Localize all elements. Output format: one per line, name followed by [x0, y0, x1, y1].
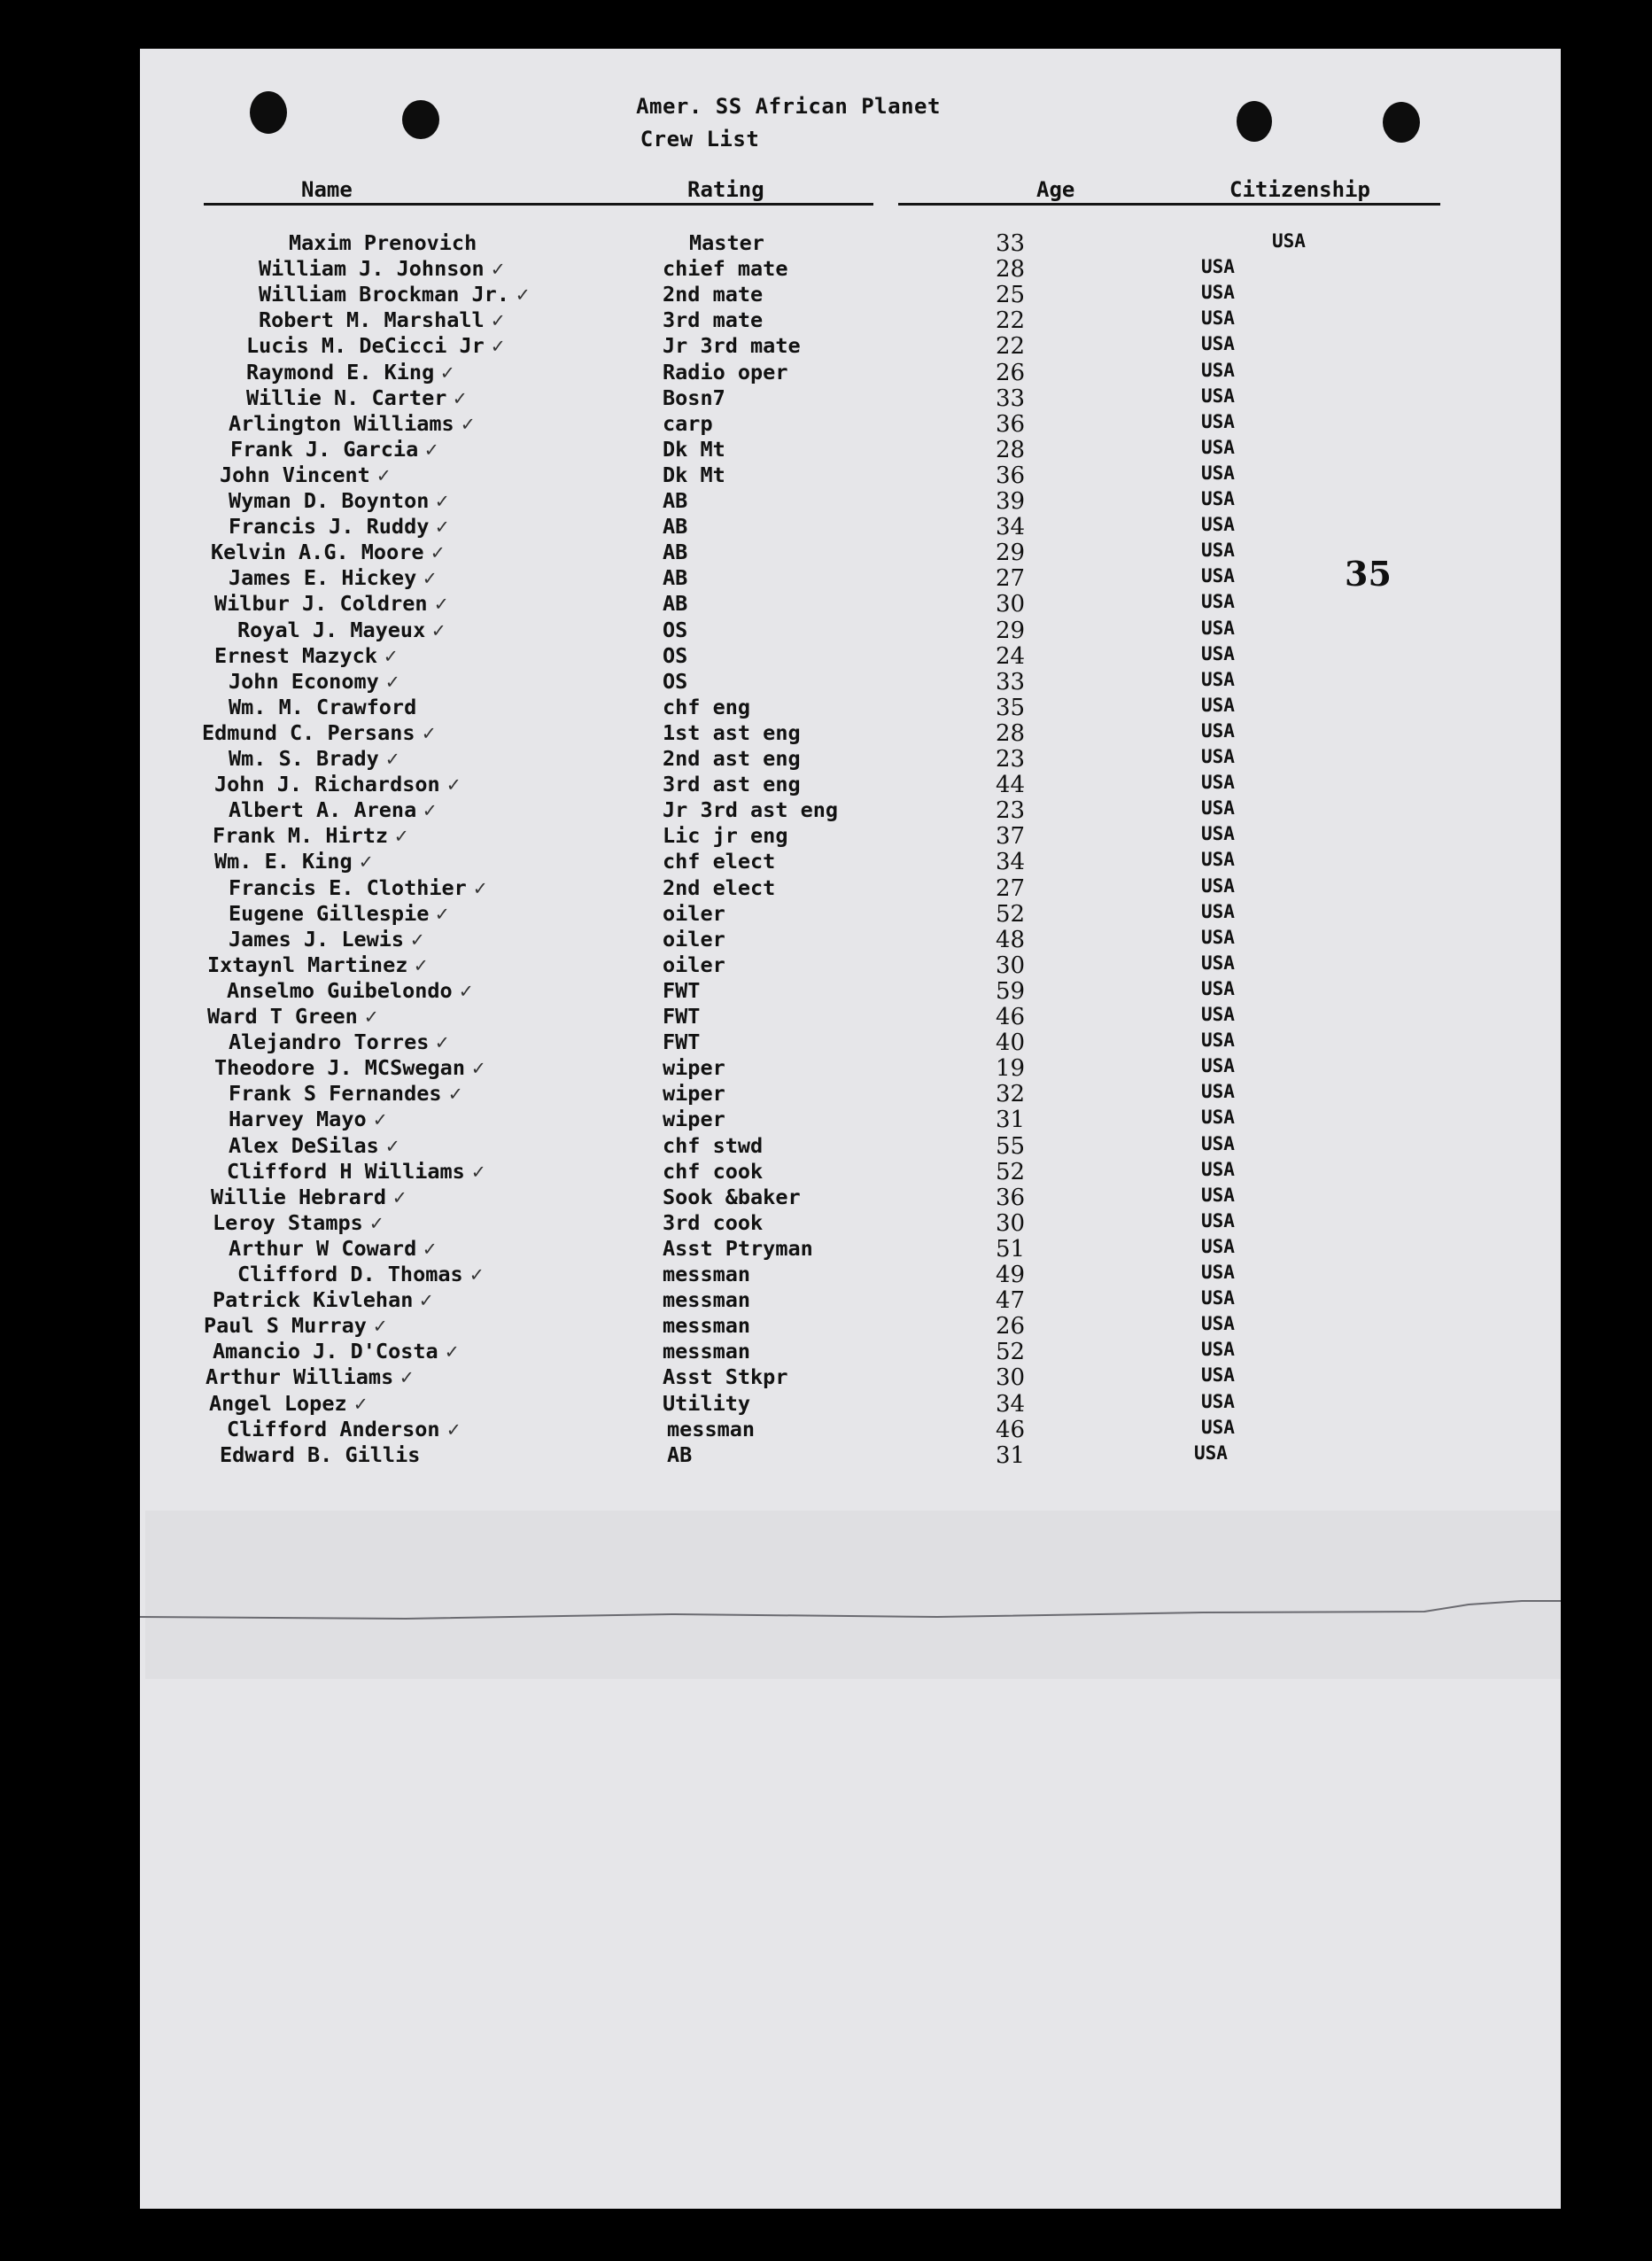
crew-citizenship: USA	[1201, 1055, 1235, 1077]
table-row	[140, 256, 1561, 282]
crew-rating: AB	[663, 565, 688, 591]
check-mark-icon: ✓	[395, 823, 408, 849]
table-row	[140, 643, 1561, 669]
crew-citizenship: USA	[1201, 1107, 1235, 1129]
crew-age: 26	[996, 359, 1026, 386]
crew-rating: 3rd cook	[663, 1209, 764, 1235]
crew-rating: Utility	[663, 1390, 751, 1416]
crew-name: Willie Hebrard	[211, 1184, 387, 1209]
crew-rating: 3rd mate	[663, 307, 764, 333]
crew-citizenship: USA	[1201, 514, 1235, 536]
table-row	[140, 411, 1561, 437]
crew-rating: 2nd mate	[663, 282, 764, 307]
crew-age: 36	[996, 462, 1026, 489]
table-row	[140, 695, 1561, 720]
crew-age: 31	[996, 1441, 1026, 1469]
check-mark-icon: ✓	[393, 1184, 407, 1209]
check-mark-icon: ✓	[447, 1416, 461, 1441]
crew-age: 49	[996, 1262, 1026, 1288]
crew-rating: Sook &baker	[663, 1184, 801, 1209]
crew-rating: OS	[663, 668, 688, 694]
crew-citizenship: USA	[1201, 1081, 1235, 1103]
crew-name: Clifford H Williams	[227, 1158, 465, 1184]
crew-age: 22	[996, 307, 1026, 335]
crew-age: 37	[996, 823, 1026, 851]
check-mark-icon: ✓	[425, 436, 438, 462]
check-mark-icon: ✓	[411, 926, 424, 952]
check-mark-icon: ✓	[516, 282, 530, 307]
crew-name: James J. Lewis	[229, 926, 405, 952]
table-row	[140, 307, 1561, 333]
table-row	[140, 1004, 1561, 1029]
document-title: Amer. SS African Planet	[636, 94, 941, 119]
check-mark-icon: ✓	[446, 1339, 459, 1364]
crew-name: Wm. S. Brady	[229, 746, 379, 771]
crew-name: Ward T Green	[207, 1004, 358, 1029]
crew-name: Albert A. Arena	[229, 797, 417, 823]
crew-rating: oiler	[663, 952, 725, 977]
check-mark-icon: ✓	[460, 977, 473, 1003]
crew-age: 36	[996, 1184, 1026, 1211]
crew-name: Leroy Stamps	[213, 1209, 363, 1235]
crew-age: 30	[996, 591, 1026, 618]
crew-rating: Lic jr eng	[663, 823, 788, 849]
table-row	[140, 385, 1561, 411]
crew-name: Francis E. Clothier	[229, 874, 467, 900]
check-mark-icon: ✓	[423, 565, 437, 591]
table-row	[140, 1364, 1561, 1390]
crew-rating: 2nd elect	[663, 874, 776, 900]
crew-rating: messman	[663, 1313, 751, 1339]
table-row	[140, 1339, 1561, 1364]
crew-name: Francis J. Ruddy	[229, 514, 430, 540]
check-mark-icon: ✓	[360, 849, 373, 874]
table-row	[140, 1185, 1561, 1210]
crew-name: Eugene Gillespie	[229, 900, 430, 926]
header-rule-left	[204, 203, 873, 206]
crew-citizenship: USA	[1201, 359, 1235, 381]
table-row	[140, 875, 1561, 901]
check-mark-icon: ✓	[472, 1158, 485, 1184]
column-header-citizenship: Citizenship	[1229, 177, 1370, 202]
crew-name: Edward B. Gillis	[220, 1441, 421, 1467]
crew-age: 59	[996, 977, 1026, 1005]
crew-name: Willie N. Carter	[246, 385, 447, 410]
check-mark-icon: ✓	[423, 1235, 437, 1261]
crew-name: John Economy	[229, 668, 379, 694]
crew-citizenship: USA	[1201, 410, 1235, 432]
crew-name: Frank M. Hirtz	[213, 823, 389, 849]
check-mark-icon: ✓	[436, 488, 449, 513]
table-row	[140, 1055, 1561, 1081]
table-row	[140, 669, 1561, 695]
crew-citizenship: USA	[1201, 1029, 1235, 1052]
crew-age: 30	[996, 1364, 1026, 1392]
table-row	[140, 230, 1561, 256]
crew-rating: AB	[663, 514, 688, 540]
crew-age: 27	[996, 565, 1026, 593]
check-mark-icon: ✓	[423, 719, 436, 745]
check-mark-icon: ✓	[370, 1209, 384, 1235]
crew-age: 40	[996, 1029, 1026, 1057]
check-mark-icon: ✓	[492, 307, 505, 333]
crew-age: 24	[996, 642, 1026, 670]
check-mark-icon: ✓	[436, 1029, 449, 1055]
crew-rating: Master	[689, 230, 764, 255]
crew-age: 52	[996, 900, 1026, 928]
crew-rating: chf elect	[663, 849, 776, 874]
crew-age: 52	[996, 1158, 1026, 1185]
table-row	[140, 1391, 1561, 1417]
table-row	[140, 1287, 1561, 1313]
crew-age: 27	[996, 874, 1026, 902]
crew-citizenship: USA	[1201, 591, 1235, 613]
table-row	[140, 849, 1561, 874]
crew-citizenship: USA	[1201, 462, 1235, 484]
table-row	[140, 333, 1561, 359]
crew-name: Alex DeSilas	[229, 1132, 379, 1158]
crew-citizenship: USA	[1201, 1287, 1235, 1309]
check-mark-icon: ✓	[374, 1313, 387, 1339]
page-number: 35	[1345, 554, 1392, 594]
table-row	[140, 720, 1561, 746]
crew-age: 30	[996, 1209, 1026, 1237]
crew-citizenship: USA	[1201, 256, 1235, 278]
column-header-name: Name	[301, 177, 353, 202]
crew-name: John J. Richardson	[214, 772, 440, 797]
crew-age: 28	[996, 256, 1026, 284]
crew-age: 36	[996, 410, 1026, 438]
crew-rating: 2nd ast eng	[663, 746, 801, 771]
table-row	[140, 488, 1561, 514]
crew-name: Robert M. Marshall	[259, 307, 485, 333]
crew-rating: Jr 3rd mate	[663, 333, 801, 359]
check-mark-icon: ✓	[400, 1364, 414, 1390]
check-mark-icon: ✓	[420, 1287, 433, 1313]
crew-name: Arlington Williams	[229, 410, 454, 436]
crew-citizenship: USA	[1201, 1339, 1235, 1361]
crew-age: 23	[996, 797, 1026, 825]
crew-age: 46	[996, 1004, 1026, 1030]
table-row	[140, 437, 1561, 462]
crew-name: Maxim Prenovich	[289, 230, 477, 255]
check-mark-icon: ✓	[449, 1081, 462, 1107]
crew-rating: messman	[667, 1416, 756, 1441]
table-row	[140, 1236, 1561, 1262]
crew-citizenship: USA	[1201, 1184, 1235, 1206]
check-mark-icon: ✓	[472, 1055, 485, 1081]
crew-citizenship: USA	[1201, 617, 1235, 639]
crew-name: Theodore J. MCSwegan	[214, 1055, 465, 1081]
crew-name: Alejandro Torres	[229, 1029, 430, 1055]
crew-age: 29	[996, 617, 1026, 644]
crew-name: Frank S Fernandes	[229, 1081, 442, 1107]
crew-rating: oiler	[663, 926, 725, 952]
check-mark-icon: ✓	[365, 1004, 378, 1029]
crew-age: 19	[996, 1055, 1026, 1083]
crew-citizenship: USA	[1201, 540, 1235, 562]
crew-age: 31	[996, 1107, 1026, 1134]
crew-name: Lucis M. DeCicci Jr	[246, 333, 485, 359]
crew-citizenship: USA	[1201, 1313, 1235, 1335]
crew-name: Angel Lopez	[209, 1390, 347, 1416]
crew-rating: carp	[663, 410, 713, 436]
crew-name: Paul S Murray	[204, 1313, 367, 1339]
crew-rating: oiler	[663, 900, 725, 926]
crew-name: Arthur W Coward	[229, 1235, 417, 1261]
crew-citizenship: USA	[1201, 1390, 1235, 1412]
crew-rating: 3rd ast eng	[663, 772, 801, 797]
crew-citizenship: USA	[1201, 1235, 1235, 1257]
crew-citizenship: USA	[1201, 823, 1235, 845]
crew-age: 29	[996, 540, 1026, 567]
check-mark-icon: ✓	[492, 256, 505, 282]
crew-citizenship: USA	[1201, 849, 1235, 871]
crew-rating: messman	[663, 1339, 751, 1364]
table-row	[140, 1029, 1561, 1055]
table-row	[140, 282, 1561, 307]
crew-name: Wm. M. Crawford	[229, 694, 417, 719]
crew-name: Arthur Williams	[206, 1364, 394, 1390]
table-row	[140, 901, 1561, 927]
crew-age: 25	[996, 282, 1026, 309]
check-mark-icon: ✓	[461, 410, 475, 436]
check-mark-icon: ✓	[435, 591, 448, 617]
crew-age: 33	[996, 385, 1026, 412]
crew-age: 33	[996, 230, 1026, 257]
crew-name: Patrick Kivlehan	[213, 1287, 414, 1313]
check-mark-icon: ✓	[470, 1262, 484, 1286]
crew-age: 32	[996, 1081, 1026, 1108]
crew-name: Edmund C. Persans	[202, 719, 415, 745]
crew-citizenship: USA	[1201, 797, 1235, 820]
crew-citizenship: USA	[1201, 926, 1235, 948]
crew-age: 22	[996, 333, 1026, 361]
crew-age: 51	[996, 1235, 1026, 1263]
crew-rating: OS	[663, 642, 688, 668]
crew-name: Wm. E. King	[214, 849, 353, 874]
check-mark-icon: ✓	[354, 1390, 368, 1416]
crew-rating: chief mate	[663, 256, 788, 282]
table-row	[140, 462, 1561, 488]
crew-name: Amancio J. D'Costa	[213, 1339, 438, 1364]
crew-age: 34	[996, 514, 1026, 541]
crew-age: 28	[996, 436, 1026, 463]
crew-age: 23	[996, 746, 1026, 773]
table-row	[140, 1442, 1561, 1468]
crew-name: William J. Johnson	[259, 256, 485, 282]
crew-citizenship: USA	[1201, 694, 1235, 716]
crew-age: 55	[996, 1132, 1026, 1160]
crew-rating: AB	[663, 540, 688, 565]
check-mark-icon: ✓	[386, 746, 399, 771]
crew-citizenship: USA	[1201, 436, 1235, 458]
crew-rating: FWT	[663, 1004, 701, 1029]
crew-age: 35	[996, 694, 1026, 721]
crew-rating: AB	[663, 488, 688, 513]
check-mark-icon: ✓	[441, 359, 454, 385]
table-row	[140, 927, 1561, 952]
check-mark-icon: ✓	[436, 900, 449, 926]
crew-name: Wyman D. Boynton	[229, 488, 430, 513]
crew-rating: chf stwd	[663, 1132, 764, 1158]
crew-citizenship: USA	[1201, 385, 1235, 407]
crew-rating: Radio oper	[663, 359, 788, 385]
table-row	[140, 978, 1561, 1004]
crew-citizenship: USA	[1201, 952, 1235, 974]
crew-age: 46	[996, 1416, 1026, 1443]
crew-citizenship: USA	[1201, 719, 1235, 742]
crew-citizenship: USA	[1201, 333, 1235, 355]
column-header-rating: Rating	[687, 177, 764, 202]
crew-rating: AB	[667, 1441, 693, 1467]
crew-rating: wiper	[663, 1055, 725, 1081]
crew-name: Royal J. Mayeux	[237, 617, 426, 642]
crew-rating: Dk Mt	[663, 436, 725, 462]
crew-citizenship: USA	[1201, 565, 1235, 587]
crew-age: 33	[996, 668, 1026, 695]
check-mark-icon: ✓	[447, 772, 461, 797]
header-rule-right	[898, 203, 1440, 206]
crew-citizenship: USA	[1201, 1209, 1235, 1232]
crew-name: Clifford D. Thomas	[237, 1262, 463, 1286]
column-header-age: Age	[1036, 177, 1075, 202]
crew-citizenship: USA	[1201, 1004, 1235, 1025]
crew-citizenship: USA	[1201, 1262, 1235, 1283]
crew-citizenship: USA	[1201, 977, 1235, 999]
crew-age: 34	[996, 1390, 1026, 1418]
check-mark-icon: ✓	[374, 1107, 387, 1132]
crew-age: 52	[996, 1339, 1026, 1366]
crew-citizenship: USA	[1201, 746, 1235, 767]
crew-rating: messman	[663, 1262, 751, 1286]
crew-rating: Asst Stkpr	[663, 1364, 788, 1390]
crew-citizenship: USA	[1201, 772, 1235, 794]
check-mark-icon: ✓	[423, 797, 437, 823]
crew-rating: Jr 3rd ast eng	[663, 797, 839, 823]
table-row	[140, 1313, 1561, 1339]
crew-rating: wiper	[663, 1081, 725, 1107]
crew-name: Harvey Mayo	[229, 1107, 367, 1132]
crew-name: John Vincent	[220, 462, 370, 487]
crew-age: 47	[996, 1287, 1026, 1315]
crew-rating: 1st ast eng	[663, 719, 801, 745]
crew-rating: FWT	[663, 1029, 701, 1055]
crew-age: 44	[996, 772, 1026, 799]
check-mark-icon: ✓	[386, 1132, 399, 1158]
table-row	[140, 1417, 1561, 1442]
crew-age: 39	[996, 488, 1026, 515]
crew-name: Anselmo Guibelondo	[227, 977, 453, 1003]
crew-rating: messman	[663, 1287, 751, 1313]
crew-rating: wiper	[663, 1107, 725, 1132]
crew-citizenship: USA	[1201, 1416, 1235, 1438]
crew-citizenship: USA	[1194, 1441, 1228, 1464]
crew-rating: FWT	[663, 977, 701, 1003]
table-row	[140, 772, 1561, 797]
check-mark-icon: ✓	[377, 462, 391, 487]
table-row	[140, 952, 1561, 978]
crew-citizenship: USA	[1201, 1364, 1235, 1387]
check-mark-icon: ✓	[431, 540, 445, 565]
crew-name: Ernest Mazyck	[214, 642, 377, 668]
crew-name: Ixtaynl Martinez	[207, 952, 408, 977]
paper-tear-line	[140, 1590, 1561, 1626]
check-mark-icon: ✓	[432, 617, 446, 642]
table-row	[140, 1210, 1561, 1236]
crew-citizenship: USA	[1201, 282, 1235, 304]
crew-citizenship: USA	[1201, 1132, 1235, 1154]
table-row	[140, 823, 1561, 849]
table-row	[140, 1262, 1561, 1287]
crew-citizenship: USA	[1272, 230, 1306, 252]
crew-age: 48	[996, 926, 1026, 953]
crew-name: Kelvin A.G. Moore	[211, 540, 424, 565]
check-mark-icon: ✓	[384, 642, 398, 668]
table-row	[140, 1133, 1561, 1159]
check-mark-icon: ✓	[386, 668, 399, 694]
crew-rating: chf cook	[663, 1158, 764, 1184]
crew-age: 26	[996, 1313, 1026, 1340]
document-page	[140, 49, 1561, 2209]
table-row	[140, 1159, 1561, 1185]
check-mark-icon: ✓	[415, 952, 428, 977]
document-subtitle: Crew List	[640, 127, 760, 152]
crew-name: Raymond E. King	[246, 359, 435, 385]
crew-rating: AB	[663, 591, 688, 617]
crew-age: 34	[996, 849, 1026, 876]
table-row	[140, 1081, 1561, 1107]
crew-citizenship: USA	[1201, 307, 1235, 330]
crew-age: 28	[996, 719, 1026, 747]
crew-name: Frank J. Garcia	[230, 436, 419, 462]
crew-name: Wilbur J. Coldren	[214, 591, 428, 617]
crew-rating: OS	[663, 617, 688, 642]
table-row	[140, 514, 1561, 540]
crew-citizenship: USA	[1201, 668, 1235, 690]
table-row	[140, 1107, 1561, 1132]
crew-name: William Brockman Jr.	[259, 282, 509, 307]
crew-rating: Bosn7	[663, 385, 725, 410]
crew-name: James E. Hickey	[229, 565, 417, 591]
crew-citizenship: USA	[1201, 874, 1235, 897]
crew-rating: Asst Ptryman	[663, 1235, 813, 1261]
crew-age: 30	[996, 952, 1026, 979]
crew-name: Clifford Anderson	[227, 1416, 440, 1441]
crew-citizenship: USA	[1201, 900, 1235, 922]
table-row	[140, 360, 1561, 385]
check-mark-icon: ✓	[436, 514, 449, 540]
table-row	[140, 591, 1561, 617]
check-mark-icon: ✓	[454, 385, 467, 410]
crew-rating: chf eng	[663, 694, 751, 719]
table-row	[140, 797, 1561, 823]
check-mark-icon: ✓	[474, 874, 487, 900]
crew-rating: Dk Mt	[663, 462, 725, 487]
table-row	[140, 746, 1561, 772]
table-row	[140, 618, 1561, 643]
crew-citizenship: USA	[1201, 642, 1235, 664]
crew-citizenship: USA	[1201, 488, 1235, 509]
check-mark-icon: ✓	[492, 333, 505, 359]
crew-citizenship: USA	[1201, 1158, 1235, 1180]
